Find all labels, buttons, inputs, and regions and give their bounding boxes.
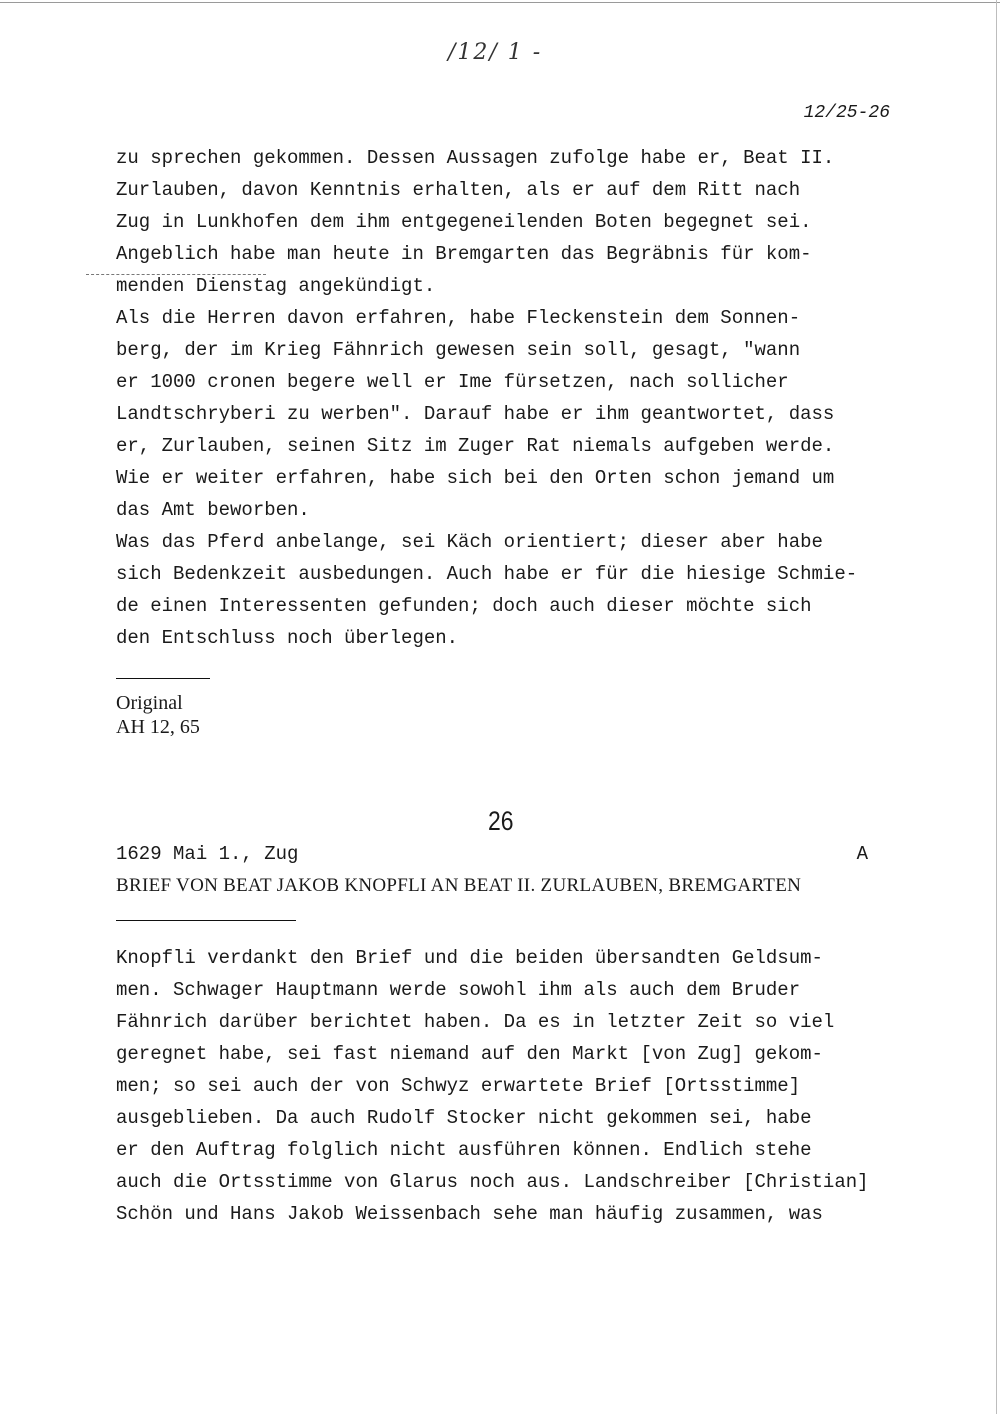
document-title: BRIEF VON BEAT JAKOB KNOPFLI AN BEAT II. ZURLAUBEN, BREMGARTEN [116, 875, 802, 896]
source-reference: AH 12, 65 [116, 716, 200, 738]
source-label: Original [116, 692, 183, 714]
text-line: Knopfli verdankt den Brief und die beiden übersandten Geldsum- [116, 947, 823, 969]
text-line: auch die Ortsstimme von Glarus noch aus. Landschreiber [Christian] [116, 1171, 869, 1193]
text-line: er den Auftrag folglich nicht ausführen können. Endlich stehe [116, 1139, 812, 1161]
date-place: 1629 Mai 1., Zug [116, 843, 299, 865]
text-line: de einen Interessenten gefunden; doch auch dieser möchte sich [116, 595, 812, 617]
source-divider [116, 678, 210, 679]
text-line: das Amt beworben. [116, 499, 310, 521]
text-line: Wie er weiter erfahren, habe sich bei den Orten schon jemand um [116, 467, 835, 489]
text-line: Angeblich habe man heute in Bremgarten das Begräbnis für kom- [116, 243, 812, 265]
text-line: ausgeblieben. Da auch Rudolf Stocker nicht gekommen sei, habe [116, 1107, 812, 1129]
page-reference: 12/25-26 [803, 103, 890, 123]
text-line: er, Zurlauben, seinen Sitz im Zuger Rat niemals aufgeben werde. [116, 435, 835, 457]
entry-26-body [116, 942, 916, 1230]
type-marker: A [856, 843, 868, 865]
text-line: Fähnrich darüber berichtet haben. Da es in letzter Zeit so viel [116, 1011, 835, 1033]
text-line: Landtschryberi zu werben". Darauf habe er ihm geantwortet, dass [116, 403, 835, 425]
text-line: Schön und Hans Jakob Weissenbach sehe man häufig zusammen, was [116, 1203, 823, 1225]
handwritten-page-mark: /12/ 1 - [448, 40, 543, 65]
text-line: menden Dienstag angekündigt. [116, 275, 436, 297]
entry-25-body [116, 142, 916, 654]
text-line: Was das Pferd anbelange, sei Käch orientiert; dieser aber habe [116, 531, 823, 553]
document-number: 26 [488, 806, 514, 836]
page-edge-right [996, 0, 997, 1414]
text-line: berg, der im Krieg Fähnrich gewesen sein soll, gesagt, "wann [116, 339, 801, 361]
text-line: geregnet habe, sei fast niemand auf den Markt [von Zug] gekom- [116, 1043, 823, 1065]
text-line: sich Bedenkzeit ausbedungen. Auch habe er für die hiesige Schmie- [116, 563, 858, 585]
text-line: den Entschluss noch überlegen. [116, 627, 459, 649]
text-line: Zurlauben, davon Kenntnis erhalten, als er auf dem Ritt nach [116, 179, 801, 201]
text-line: men; so sei auch der von Schwyz erwartete Brief [Ortsstimme] [116, 1075, 801, 1097]
date-line [116, 840, 868, 868]
page-edge-top [0, 2, 1000, 3]
margin-mark [86, 274, 266, 276]
title-divider [116, 920, 296, 921]
text-line: zu sprechen gekommen. Dessen Aussagen zufolge habe er, Beat II. [116, 147, 835, 169]
text-line: men. Schwager Hauptmann werde sowohl ihm als auch dem Bruder [116, 979, 801, 1001]
text-line: er 1000 cronen begere well er Ime fürsetzen, nach sollicher [116, 371, 789, 393]
text-line: Als die Herren davon erfahren, habe Fleckenstein dem Sonnen- [116, 307, 801, 329]
text-line: Zug in Lunkhofen dem ihm entgegeneilenden Boten begegnet sei. [116, 211, 812, 233]
